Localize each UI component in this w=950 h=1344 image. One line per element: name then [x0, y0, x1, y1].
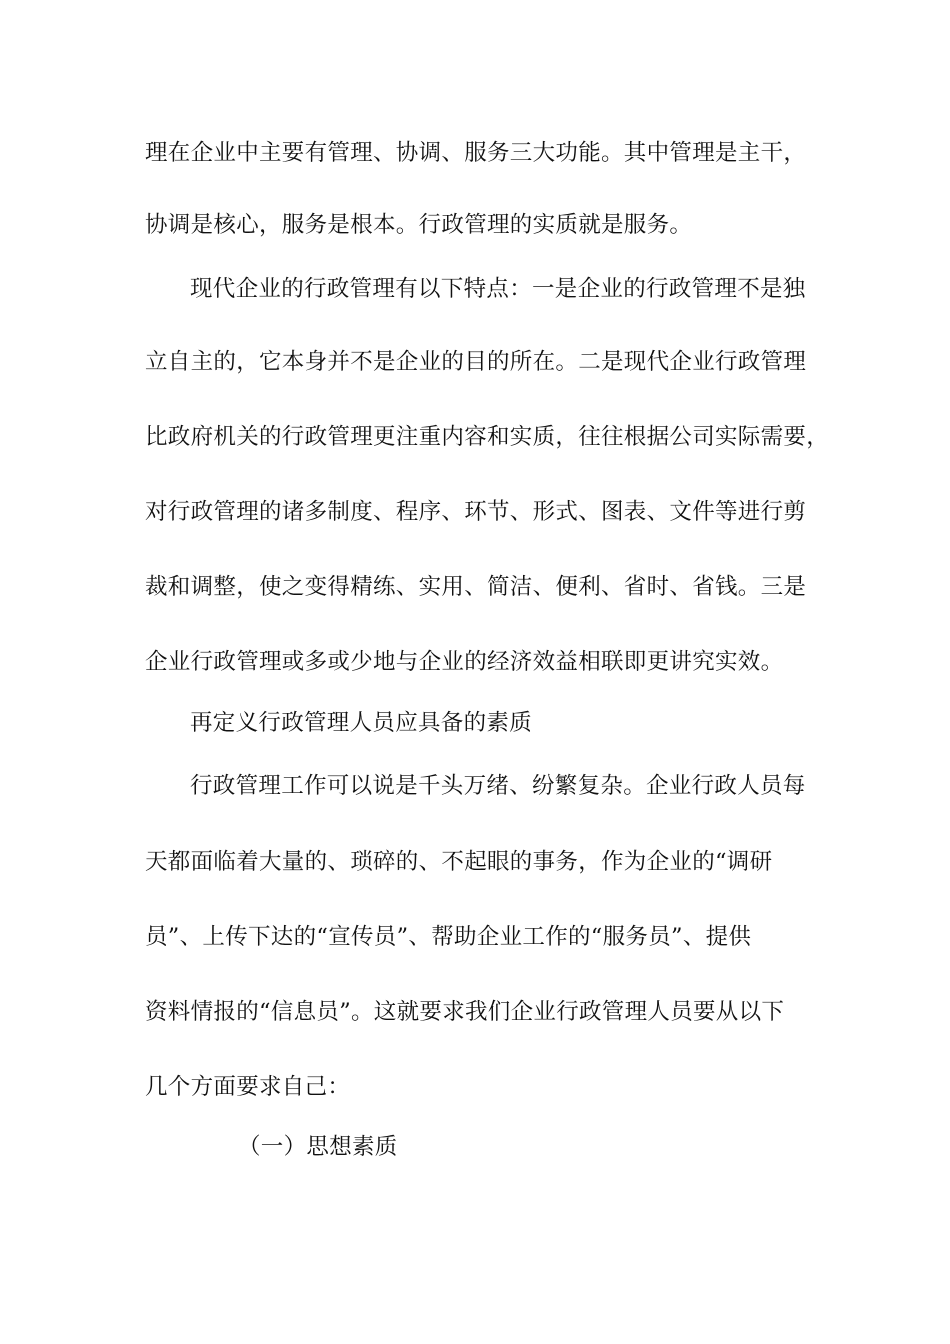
section-heading: 再定义行政管理人员应具备的素质: [190, 710, 533, 736]
paragraph-line: 资料情报的“信息员”。这就要求我们企业行政管理人员要从以下: [145, 999, 785, 1025]
paragraph-line: 立自主的，它本身并不是企业的目的所在。二是现代企业行政管理: [145, 349, 807, 375]
paragraph-line: 理在企业中主要有管理、协调、服务三大功能。其中管理是主干，: [145, 140, 807, 166]
paragraph-line: 比政府机关的行政管理更注重内容和实质，往往根据公司实际需要，: [145, 424, 830, 450]
paragraph-line: 裁和调整，使之变得精练、实用、简洁、便利、省时、省钱。三是: [145, 574, 807, 600]
paragraph-line: 员”、上传下达的“宣传员”、帮助企业工作的“服务员”、提供: [145, 924, 752, 950]
subsection-heading: （一）思想素质: [238, 1134, 398, 1160]
paragraph-line: 几个方面要求自己：: [145, 1074, 351, 1100]
paragraph-line: 天都面临着大量的、琐碎的、不起眼的事务，作为企业的“调研: [145, 849, 773, 875]
paragraph-line: 协调是核心，服务是根本。行政管理的实质就是服务。: [145, 212, 693, 238]
paragraph-line: 现代企业的行政管理有以下特点：一是企业的行政管理不是独: [190, 276, 806, 302]
paragraph-line: 对行政管理的诸多制度、程序、环节、形式、图表、文件等进行剪: [145, 499, 807, 525]
paragraph-line: 企业行政管理或多或少地与企业的经济效益相联即更讲究实效。: [145, 649, 784, 675]
paragraph-line: 行政管理工作可以说是千头万绪、纷繁复杂。企业行政人员每: [190, 773, 806, 799]
